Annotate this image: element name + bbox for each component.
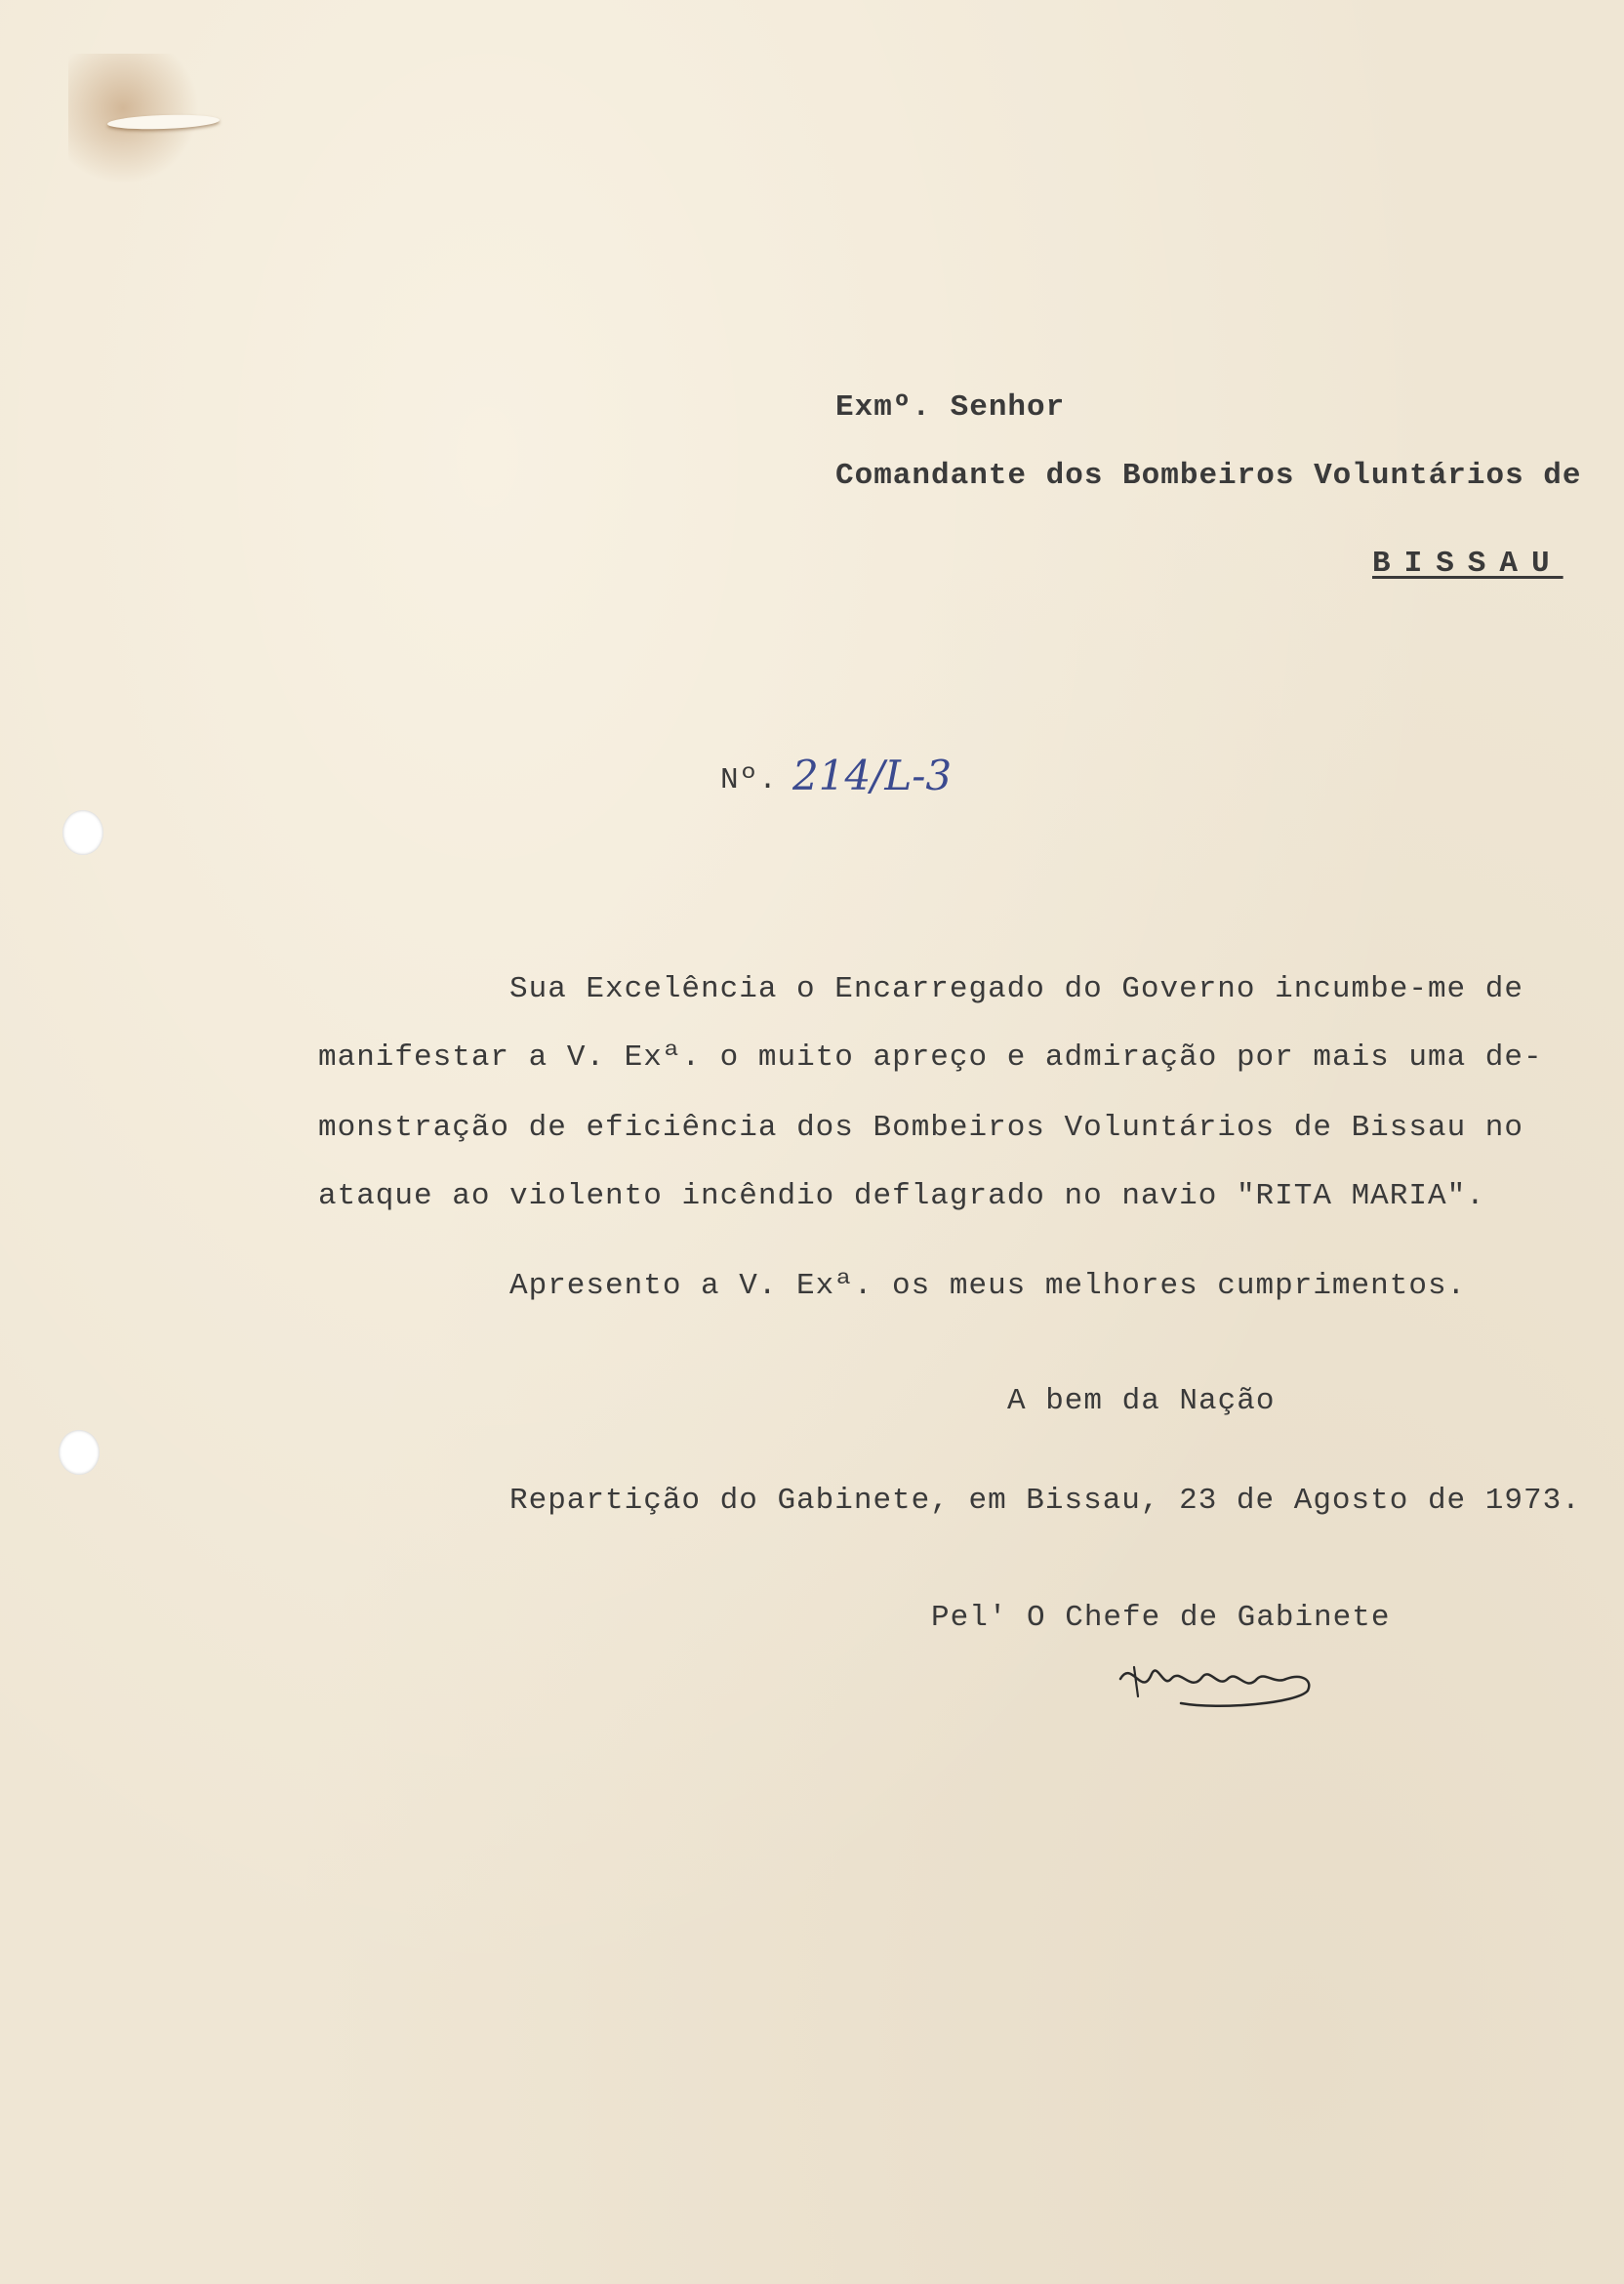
- signature-scribble: [1113, 1650, 1337, 1718]
- body-line-1: Sua Excelência o Encarregado do Governo incumbe-me de: [509, 972, 1523, 1006]
- closing-paragraph: Apresento a V. Exª. os meus melhores cumprimentos.: [509, 1269, 1467, 1303]
- punch-hole-bottom: [59, 1430, 100, 1475]
- signature-title: Pel' O Chefe de Gabinete: [931, 1601, 1391, 1635]
- body-line-2: manifestar a V. Exª. o muito apreço e admiração por mais uma de-: [318, 1040, 1543, 1075]
- salutation: Exmº. Senhor: [835, 390, 1066, 425]
- signature: [1113, 1650, 1337, 1718]
- reference-number-handwritten: 214/L-3: [792, 752, 953, 799]
- body-line-3: monstração de eficiência dos Bombeiros Voluntários de Bissau no: [318, 1111, 1523, 1145]
- reference-prefix: Nº.: [720, 763, 778, 797]
- addressee-line: Comandante dos Bombeiros Voluntários de: [835, 459, 1582, 493]
- punch-hole-top: [62, 810, 103, 855]
- addressee-city: BISSAU: [1372, 547, 1563, 581]
- motto: A bem da Nação: [1007, 1384, 1276, 1418]
- place-date: Repartição do Gabinete, em Bissau, 23 de Agosto de 1973.: [509, 1484, 1581, 1518]
- body-line-4: ataque ao violento incêndio deflagrado no navio "RITA MARIA".: [318, 1179, 1485, 1213]
